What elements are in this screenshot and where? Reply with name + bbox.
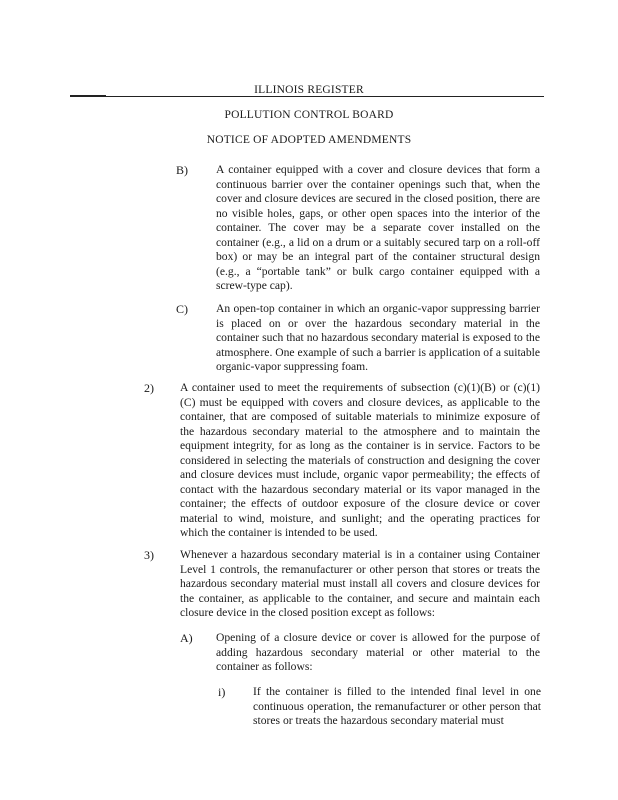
item-text: An open-top container in which an organic-vapor suppressing barrier is placed on or over the hazardous secondary material in the container such that no hazardous secondary material is exposed to the atmosphere. One example of such a barrier is application of a suitable organic-vapor suppressing foam. xyxy=(216,302,540,373)
item-text: A container used to meet the requirements of subsection (c)(1)(B) or (c)(1)(C) must be equipped with covers and closure devices, as applicable to the container, that are composed of suitable materials to minimize exposure of the hazardous secondary material to the atmosphere and to maintain the equipment integrity, for as long as the container is in service. Factors to be considered in selecting the materials of construction and designing the cover and closure devices must include, organic vapor permeability; the effects of contact with the hazardous secondary material or its vapor managed in the container; the effects of outdoor exposure of the closure device or cover material to wind, moisture, and sunlight; and the operating practices for which the container is intended to be used. xyxy=(180,381,540,539)
item-text: A container equipped with a cover and closure devices that form a continuous barrier over the container openings such that, when the cover and closure devices are secured in the closed position, there are no visible holes, gaps, or other open spaces into the interior of the container. The cover may be a separate cover installed on the container (e.g., a lid on a drum or a suitably secured tarp on a roll-off box) or may be an integral part of the container structural design (e.g., a “portable tank” or bulk cargo container equipped with a screw-type cap). xyxy=(216,163,540,292)
header-rule xyxy=(70,96,544,97)
item-text: Whenever a hazardous secondary material is in a container using Container Level 1 controls, the remanufacturer or other person that stores or treats the hazardous secondary material must install all covers and closure devices for the container, as applicable to the container, and secure and maintain each closure device in the closed position except as follows: xyxy=(180,548,540,619)
item-marker: C) xyxy=(176,302,188,316)
register-title: ILLINOIS REGISTER xyxy=(254,84,364,96)
item-marker: i) xyxy=(218,685,226,699)
board-title: POLLUTION CONTROL BOARD xyxy=(224,109,394,121)
item-marker: 2) xyxy=(144,381,154,395)
item-marker: A) xyxy=(180,631,193,645)
item-text: Opening of a closure device or cover is allowed for the purpose of adding hazardous secondary material or other material to the container as follows: xyxy=(216,631,540,673)
item-marker: B) xyxy=(176,163,188,177)
item-marker: 3) xyxy=(144,548,154,562)
notice-title: NOTICE OF ADOPTED AMENDMENTS xyxy=(206,134,412,146)
item-text: If the container is filled to the intended final level in one continuous operation, the remanufacturer or other person that stores or treats the hazardous secondary material must xyxy=(253,685,541,727)
